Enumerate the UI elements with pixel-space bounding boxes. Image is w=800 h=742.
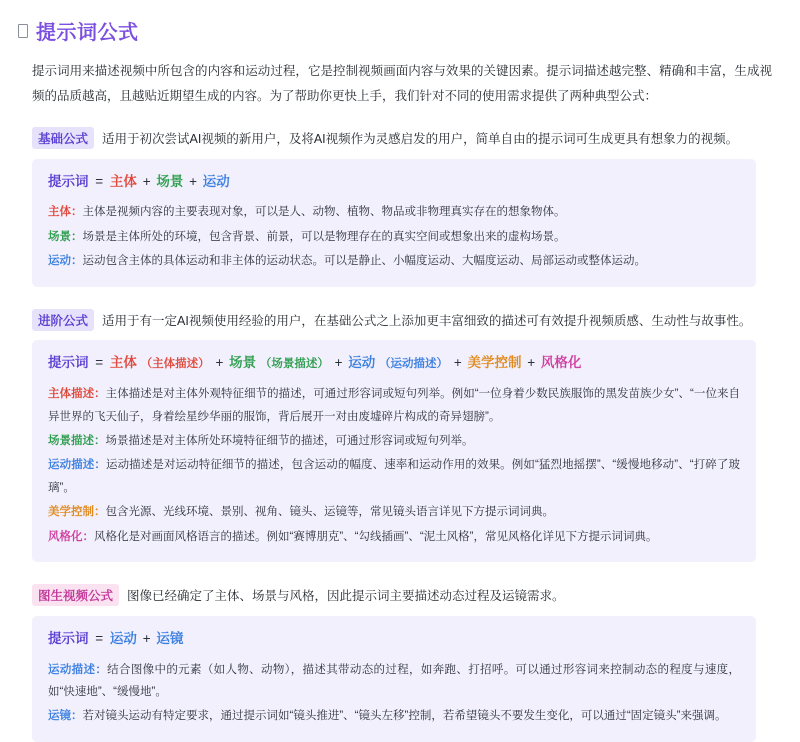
formula-card-image2video	[32, 616, 756, 742]
formula-part-motion: 运动	[109, 630, 137, 646]
item-text: 结合图像中的元素（如人物、动物），描述其带动态的过程，如奔跑、打招呼。可以通过形容词来控制动态的程度与速度，如“快速地”、“缓慢地”。	[48, 663, 741, 698]
section-desc-advanced: 适用于有一定AI视频使用经验的用户，在基础公式之上添加更丰富细致的描述可有效提升视频质感、生动性与故事性。	[102, 313, 752, 328]
item-key: 美学控制：	[48, 506, 106, 519]
formula-label: 提示词	[48, 173, 89, 189]
formula-part-subject-note: （主体描述）	[140, 358, 210, 371]
formula-op: +	[189, 173, 197, 189]
item-text: 包含光源、光线环境、景别、视角、镜头、运镜等，常见镜头语言详见下方提示词词典。	[105, 506, 554, 519]
formula-part-subject: 主体	[109, 173, 137, 189]
formula-label: 提示词	[48, 355, 89, 371]
section-heading-image2video	[32, 584, 778, 608]
section-tag-advanced: 进阶公式	[32, 309, 94, 331]
formula-card-advanced	[32, 340, 756, 562]
section-heading-basic	[32, 127, 778, 151]
section-tag-image2video: 图生视频公式	[32, 584, 119, 606]
formula-op: +	[453, 355, 462, 371]
item-key: 主体：	[48, 206, 83, 219]
formula-part-scene-note: （场景描述）	[259, 358, 329, 371]
formula-line-advanced	[48, 352, 740, 375]
formula-op: +	[142, 173, 151, 189]
item-key: 运动：	[48, 255, 83, 268]
item-text: 运动包含主体的具体运动和非主体的运动状态。可以是静止、小幅度运动、大幅度运动、局部运动或整体运动。	[82, 255, 646, 268]
bookmark-icon	[18, 24, 28, 38]
list-item	[48, 226, 740, 248]
formula-part-motion-note: （运动描述）	[379, 358, 449, 371]
formula-part-lens: 运镜	[156, 630, 184, 646]
formula-part-motion: 运动	[348, 355, 376, 371]
item-key: 场景：	[48, 230, 83, 243]
section-desc-basic: 适用于初次尝试AI视频的新用户，及将AI视频作为灵感启发的用户，简单自由的提示词可生成更具有想象力的视频。	[102, 132, 739, 146]
formula-equals: =	[95, 355, 104, 371]
list-item	[48, 659, 740, 704]
item-key: 运动描述：	[48, 459, 106, 472]
item-key: 运镜：	[48, 710, 83, 723]
item-text: 主体是视频内容的主要表现对象，可以是人、动物、植物、物品或非物理真实存在的想象物体。	[82, 206, 566, 219]
list-item	[48, 250, 740, 272]
formula-part-motion: 运动	[202, 173, 230, 189]
page-title-text: 提示词公式	[36, 22, 139, 44]
list-item	[48, 501, 740, 523]
item-text: 若对镜头运动有特定要求，通过提示词如“镜头推进”、“镜头左移”控制，若希望镜头不要发生变化，可以通过“固定镜头”来强调。	[82, 710, 727, 723]
formula-equals: =	[95, 173, 104, 189]
formula-op: +	[215, 355, 224, 371]
list-item	[48, 705, 740, 727]
formula-part-subject: 主体	[109, 355, 137, 371]
formula-op: +	[334, 355, 343, 371]
list-item	[48, 383, 740, 428]
formula-part-aesthetic: 美学控制	[467, 355, 522, 371]
item-text: 主体描述是对主体外观特征细节的描述，可通过形容词或短句列举。例如“一位身着少数民族服饰的黑发苗族少女”、“一位来自异世界的飞天仙子，身着绘星纱华丽的服饰，背后展开一对由废墟碎片构成的奇异翅膀”。	[48, 388, 741, 423]
page-title	[18, 16, 778, 45]
item-key: 场景描述：	[48, 434, 106, 447]
formula-op: +	[142, 630, 151, 646]
section-heading-advanced	[32, 309, 778, 333]
formula-line-basic	[48, 171, 740, 194]
item-key: 主体描述：	[48, 388, 106, 401]
item-text: 场景描述是对主体所处环境特征细节的描述，可通过形容词或短句列举。	[105, 434, 474, 447]
formula-op: +	[527, 355, 536, 371]
formula-card-basic	[32, 159, 756, 287]
formula-equals: =	[95, 630, 104, 646]
formula-part-scene: 场景	[156, 173, 184, 189]
formula-part-style: 风格化	[540, 355, 582, 371]
item-text: 场景是主体所处的环境，包含背景、前景，可以是物理存在的真实空间或想象出来的虚构场景。	[82, 230, 566, 243]
item-text: 运动描述是对运动特征细节的描述，包含运动的幅度、速率和运动作用的效果。例如“猛烈地摇摆”、“缓慢地移动”、“打碎了玻璃”。	[48, 459, 740, 494]
list-item	[48, 454, 740, 499]
formula-part-scene: 场景	[229, 355, 257, 371]
list-item	[48, 430, 740, 452]
formula-line-image2video	[48, 628, 740, 651]
formula-label: 提示词	[48, 630, 89, 646]
item-key: 风格化：	[48, 530, 94, 543]
section-tag-basic: 基础公式	[32, 127, 94, 149]
intro-paragraph: 提示词用来描述视频中所包含的内容和运动过程，它是控制视频画面内容与效果的关键因素。提示词描述越完整、精确和丰富，生成视频的品质越高，且越贴近期望生成的内容。为了帮助你更快上手，我们针对不同的使用需求提供了两种典型公式：	[32, 64, 772, 103]
list-item	[48, 201, 740, 223]
item-key: 运动描述：	[48, 663, 108, 676]
list-item	[48, 526, 740, 548]
section-desc-image2video: 图像已经确定了主体、场景与风格，因此提示词主要描述动态过程及运镜需求。	[127, 589, 565, 604]
item-text: 风格化是对画面风格语言的描述。例如“赛博朋克”、“勾线插画”、“泥土风格”，常见风格化详见下方提示词词典。	[94, 530, 658, 543]
